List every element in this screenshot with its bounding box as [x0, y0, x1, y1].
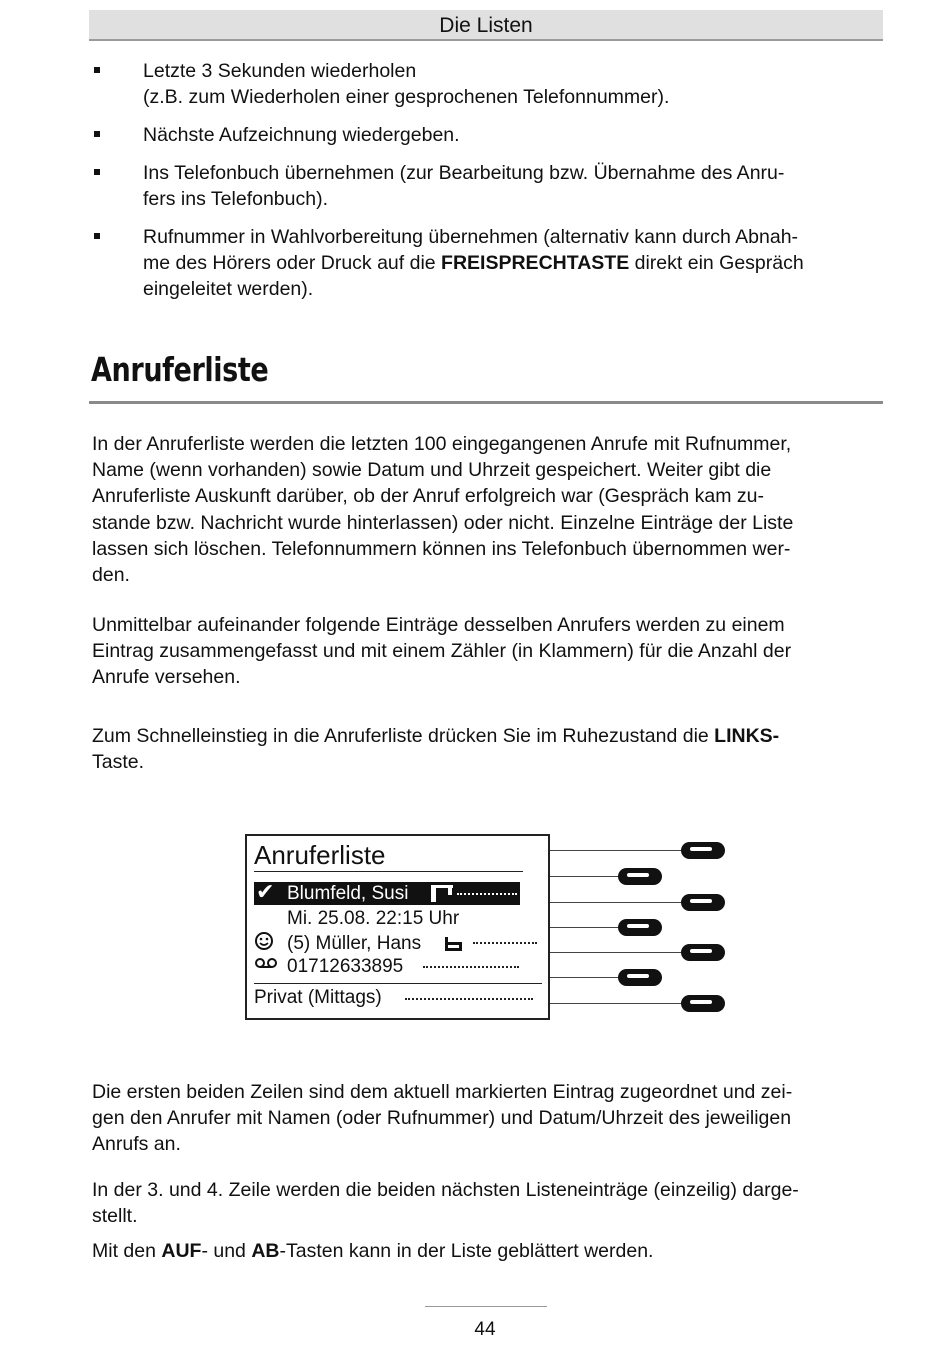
scroll-text: Mit den: [92, 1240, 162, 1262]
softkey-2: [618, 868, 662, 885]
scroll-key-down: AB: [251, 1240, 280, 1262]
phone-display: [245, 834, 550, 1020]
leader-line: [550, 876, 622, 877]
paragraph-lines-1-2: Die ersten beiden Zeilen sind dem aktuell markierten Eintrag zugeordnet und zei- gen den Anrufer mit Namen (oder Rufnummer) und Datum/Uhrzeit des jeweiligen Anrufs an.: [92, 1081, 793, 1156]
bullet-text-post: direkt ein Gespräch eingeleitet werden).: [143, 252, 804, 300]
display-row1-fill: [457, 893, 517, 895]
leader-line: [550, 927, 622, 928]
bullet-text: Letzte 3 Sekunden wiederholen (z.B. zum Wiederholen einer gesprochenen Telefonnummer).: [143, 60, 670, 108]
display-row4-fill: [423, 966, 519, 968]
softkey-1: [681, 842, 725, 859]
leader-line: [550, 1003, 685, 1004]
home-icon: [444, 936, 464, 952]
softkey-5: [681, 944, 725, 961]
leader-line: [550, 902, 685, 903]
bullet-text-pre: Rufnummer in Wahlvorbereitung übernehmen (alternativ kann durch Abnah- me des Hörers oder Druck auf die: [143, 226, 799, 274]
display-selected-row: [254, 879, 520, 905]
display-row3-fill: [473, 942, 537, 944]
softkey-7: [681, 995, 725, 1012]
bullet-icon: [94, 67, 100, 73]
section-divider: [89, 401, 883, 404]
bullet-icon: [94, 131, 100, 137]
bullet-text-bold: FREISPRECHTASTE: [441, 252, 630, 274]
display-bottom-text: Privat (Mittags): [254, 987, 382, 1008]
paragraph-lines-3-4: In der 3. und 4. Zeile werden die beiden nächsten Listeneinträge (einzeilig) darge- stellt.: [92, 1179, 799, 1228]
section-heading: Anruferliste: [91, 350, 269, 389]
quickstart-text-end: Taste.: [92, 751, 145, 774]
display-title-rule: [254, 871, 523, 872]
bullet-text: Ins Telefonbuch übernehmen (zur Bearbeitung bzw. Übernahme des Anru- fers ins Telefonbuch).: [143, 162, 785, 210]
leader-line: [550, 850, 685, 851]
paragraph-intro: In der Anruferliste werden die letzten 100 eingegangenen Anrufe mit Rufnummer, Name (wenn vorhanden) sowie Datum und Uhrzeit gespeichert. Weiter gibt die Anruferliste Auskunft darüber, ob der Anruf erfolgreich war (Gespräch kam zu- stande bzw. Nachricht wurde hinterlassen) oder nicht. Einzelne Einträge der Liste lassen sich löschen. Telefonnummern können ins Telefonbuch übernommen wer- den.: [92, 433, 794, 587]
list-item: [92, 224, 882, 302]
softkey-6: [618, 969, 662, 986]
page-number: 44: [474, 1319, 496, 1340]
running-header-title: Die Listen: [439, 14, 533, 37]
display-bottom-fill: [405, 998, 533, 1000]
paragraph-merge: Unmittelbar aufeinander folgende Einträge desselben Anrufers werden zu einem Eintrag zusammengefasst und mit einem Zähler (in Klammern) für die Anzahl der Anrufe versehen.: [92, 614, 792, 689]
answering-machine-icon: [254, 958, 280, 970]
running-header: [89, 10, 883, 41]
softkey-4: [618, 919, 662, 936]
display-title: Anruferliste: [254, 840, 386, 870]
display-row3-name: (5) Müller, Hans: [287, 933, 422, 954]
quickstart-text: Zum Schnelleinstieg in die Anruferliste drücken Sie im Ruhezustand die: [92, 725, 715, 747]
scroll-text-end: -Tasten kann in der Liste geblättert werden.: [279, 1240, 654, 1262]
scroll-text-mid: - und: [201, 1240, 252, 1262]
bullet-icon: [94, 169, 100, 175]
bullet-text: Nächste Aufzeichnung wiedergeben.: [143, 124, 460, 146]
footer-divider: [425, 1306, 547, 1307]
quickstart-key: LINKS-: [714, 725, 780, 747]
bullet-list: [92, 58, 882, 314]
leader-line: [550, 952, 685, 953]
bullet-icon: [94, 233, 100, 239]
list-item: [92, 160, 882, 212]
display-row4-number: 01712633895: [287, 956, 404, 977]
leader-line: [550, 977, 622, 978]
scroll-key-up: AUF: [161, 1240, 202, 1262]
smiley-icon: [254, 931, 276, 953]
paragraph-quickstart: [92, 723, 882, 775]
phonebook-icon: [430, 884, 456, 903]
display-row2-date: Mi. 25.08. 22:15 Uhr: [287, 908, 460, 929]
display-row1-name: Blumfeld, Susi: [287, 883, 409, 904]
list-item: [92, 122, 882, 148]
display-bottom-rule: [254, 983, 542, 984]
check-icon: ✔: [256, 879, 275, 904]
softkey-3: [681, 894, 725, 911]
paragraph-scroll: [92, 1238, 882, 1264]
list-item: [92, 58, 882, 110]
